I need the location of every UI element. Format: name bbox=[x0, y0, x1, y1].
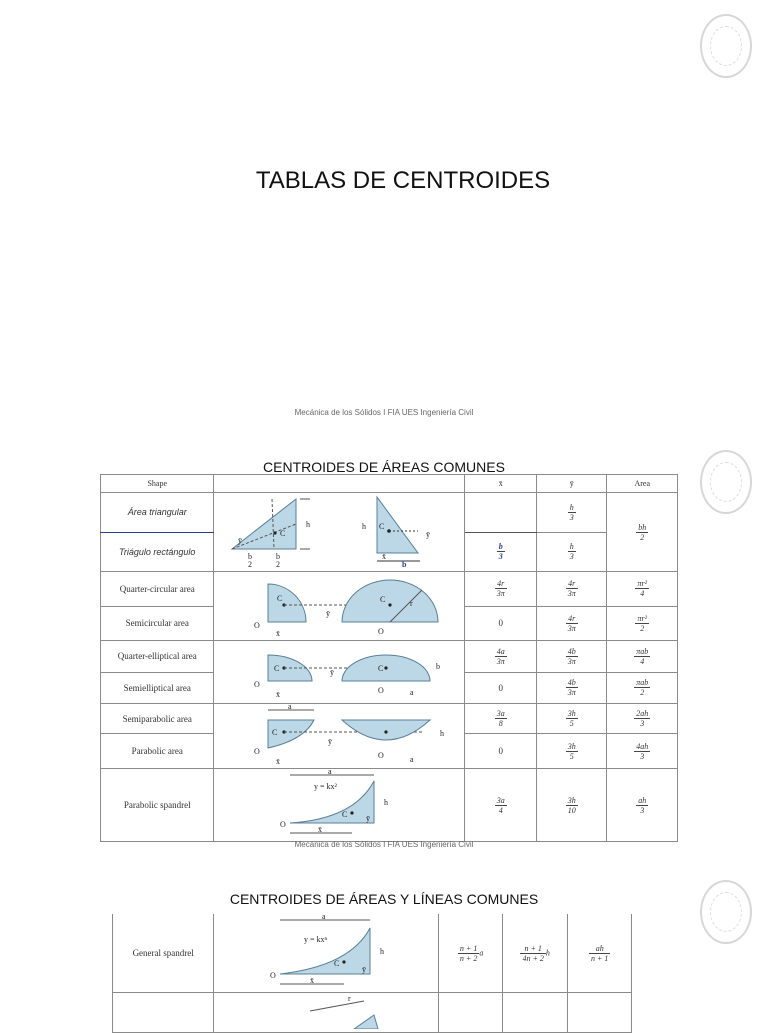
circle-diagram bbox=[214, 572, 465, 641]
label-ybar: ȳ bbox=[362, 965, 367, 974]
triangle-figure bbox=[214, 493, 464, 569]
row-name: General spandrel bbox=[113, 914, 214, 993]
area-cell: $\frac{ah}{n + 1}$ bbox=[568, 914, 632, 993]
label-b: b bbox=[436, 662, 441, 671]
area-cell: $\frac{\text{πr²}}{4}$ bbox=[607, 572, 678, 607]
xbar-cell: $\frac{b}{3}$ bbox=[465, 532, 536, 572]
label-O: O bbox=[270, 971, 277, 980]
table-row bbox=[101, 769, 678, 842]
label-ybar: ȳ bbox=[328, 737, 333, 746]
ybar-cell: $\frac{3h}{5}$ bbox=[536, 704, 607, 734]
label-eq: y = kx² bbox=[314, 782, 338, 791]
label-ybar: ȳ bbox=[238, 536, 243, 545]
label-b-right: b bbox=[402, 560, 407, 569]
table-row bbox=[101, 641, 678, 673]
label-C-semi: C bbox=[378, 664, 384, 673]
label-xbar-right: x̄ bbox=[382, 552, 387, 561]
ybar-cell: $\frac{n + 1}{4n + 2}$ h bbox=[502, 914, 568, 993]
table-row bbox=[113, 993, 632, 1033]
ybar-cell: $\frac{h}{3}$ bbox=[536, 493, 607, 533]
label-C: C bbox=[280, 529, 286, 538]
label-C: C bbox=[334, 959, 340, 968]
header-area: Area bbox=[607, 475, 678, 493]
label-r: r bbox=[348, 994, 352, 1003]
xbar-cell: $\frac{n + 1}{n + 2}$ a bbox=[439, 914, 503, 993]
label-O: O bbox=[254, 747, 261, 756]
xbar-cell: 0 bbox=[465, 606, 536, 641]
label-xbar: x̄ bbox=[276, 629, 281, 638]
row-name: Parabolic spandrel bbox=[101, 769, 214, 842]
spandrel-figure bbox=[214, 769, 464, 839]
ybar-cell: $\frac{4r}{3\pi}$ bbox=[536, 572, 607, 607]
ybar-cell: $\frac{3h}{10}$ bbox=[536, 769, 607, 842]
xbar-cell bbox=[465, 493, 536, 533]
table-row bbox=[101, 493, 678, 533]
label-C: C bbox=[274, 664, 280, 673]
label-eq: y = kxⁿ bbox=[304, 935, 328, 944]
label-O-para: O bbox=[378, 751, 385, 760]
table-header-row bbox=[101, 475, 678, 493]
triangle-diagram bbox=[214, 493, 465, 572]
label-C: C bbox=[277, 594, 283, 603]
area-cell: $\frac{\text{πr²}}{2}$ bbox=[607, 606, 678, 641]
general-spandrel-diagram bbox=[214, 914, 439, 993]
university-seal-icon bbox=[700, 880, 752, 944]
ybar-cell: $\frac{4r}{3\pi}$ bbox=[536, 606, 607, 641]
label-two-1: 2 bbox=[248, 560, 253, 569]
label-ybar: ȳ bbox=[330, 668, 335, 677]
xbar-cell: $\frac{4a}{3\pi}$ bbox=[465, 641, 536, 673]
arc-diagram bbox=[214, 993, 439, 1033]
label-C-right: C bbox=[379, 522, 385, 531]
label-O-semi: O bbox=[378, 627, 385, 636]
label-a-top: a bbox=[288, 704, 293, 711]
area-cell: $\frac{\text{πab}}{4}$ bbox=[607, 641, 678, 673]
label-ybar: ȳ bbox=[366, 814, 371, 823]
label-O-semi: O bbox=[378, 686, 385, 695]
xbar-cell: $\frac{3a}{8}$ bbox=[465, 704, 536, 734]
label-a: a bbox=[322, 914, 326, 921]
label-O: O bbox=[280, 820, 287, 829]
slide-footer: Mecánica de los Sólidos I FIA UES Ingeniería Civil bbox=[294, 840, 474, 849]
slide-footer: Mecánica de los Sólidos I FIA UES Ingeniería Civil bbox=[294, 408, 474, 417]
label-xbar: x̄ bbox=[276, 690, 281, 699]
row-name: Quarter-elliptical area bbox=[101, 641, 214, 673]
parabola-diagram bbox=[214, 704, 465, 769]
xbar-cell: $\frac{4r}{3\pi}$ bbox=[465, 572, 536, 607]
row-name: Semielliptical area bbox=[101, 672, 214, 704]
slide-centroides-areas bbox=[0, 448, 768, 860]
header-shape: Shape bbox=[101, 475, 214, 493]
section-heading: CENTROIDES DE ÁREAS Y LÍNEAS COMUNES bbox=[229, 891, 539, 907]
ybar-cell: $\frac{4b}{3\pi}$ bbox=[536, 641, 607, 673]
area-cell: $\frac{ah}{3}$ bbox=[607, 769, 678, 842]
label-ybar: ȳ bbox=[326, 609, 331, 618]
ellipse-figure bbox=[214, 641, 464, 701]
label-O: O bbox=[254, 680, 261, 689]
area-cell: $\frac{\text{πab}}{2}$ bbox=[607, 672, 678, 704]
label-xbar: x̄ bbox=[276, 757, 281, 766]
area-cell: $\frac{4ah}{3}$ bbox=[607, 734, 678, 769]
row-name: Triágulo rectángulo bbox=[101, 532, 214, 572]
xbar-cell: 0 bbox=[465, 734, 536, 769]
label-r: r bbox=[410, 599, 414, 608]
header-ybar: ȳ bbox=[536, 475, 607, 493]
label-C: C bbox=[272, 728, 278, 737]
area-cell: $\frac{2ah}{3}$ bbox=[607, 704, 678, 734]
row-name: Parabolic area bbox=[101, 734, 214, 769]
circle-figure bbox=[214, 572, 464, 638]
label-C: C bbox=[342, 810, 348, 819]
label-xbar: x̄ bbox=[310, 976, 315, 985]
row-name bbox=[113, 993, 214, 1033]
row-name: Semicircular area bbox=[101, 606, 214, 641]
header-diagram bbox=[214, 475, 465, 493]
ellipse-diagram bbox=[214, 641, 465, 704]
label-h: h bbox=[306, 520, 311, 529]
label-xbar: x̄ bbox=[318, 825, 323, 834]
parabola-figure bbox=[214, 704, 464, 766]
xbar-cell: 0 bbox=[465, 672, 536, 704]
label-O: O bbox=[254, 621, 261, 630]
table-row bbox=[101, 704, 678, 734]
row-name: Quarter-circular area bbox=[101, 572, 214, 607]
centroid-table bbox=[100, 474, 678, 842]
header-xbar: x̄ bbox=[465, 475, 536, 493]
university-seal-icon bbox=[700, 14, 752, 78]
label-h: h bbox=[380, 947, 385, 956]
label-ybar-right: ȳ bbox=[426, 530, 431, 539]
ybar-cell: $\frac{h}{3}$ bbox=[536, 532, 607, 572]
label-a: a bbox=[410, 755, 415, 764]
slide-title bbox=[0, 0, 768, 424]
table-row bbox=[113, 914, 632, 993]
centroid-table-2 bbox=[112, 914, 632, 1033]
label-C-semi: C bbox=[380, 595, 386, 604]
area-cell: $\frac{bh}{2}$ bbox=[607, 493, 678, 572]
spandrel-diagram bbox=[214, 769, 465, 842]
ybar-cell: $\frac{4b}{3\pi}$ bbox=[536, 672, 607, 704]
label-h-right: h bbox=[362, 522, 367, 531]
label-b-half-2: b bbox=[276, 552, 281, 561]
section-heading: CENTROIDES DE ÁREAS COMUNES bbox=[263, 459, 505, 475]
label-a: a bbox=[410, 688, 415, 697]
label-b-half-1: b bbox=[248, 552, 253, 561]
ybar-cell: $\frac{3h}{5}$ bbox=[536, 734, 607, 769]
xbar-cell: $\frac{3a}{4}$ bbox=[465, 769, 536, 842]
label-h: h bbox=[440, 729, 445, 738]
page-title: TABLAS DE CENTROIDES bbox=[255, 167, 551, 194]
general-spandrel-figure bbox=[214, 914, 438, 990]
row-name: Área triangular bbox=[101, 493, 214, 533]
slide-centroides-lineas bbox=[0, 870, 768, 1024]
label-a: a bbox=[328, 769, 333, 776]
label-h: h bbox=[384, 798, 389, 807]
row-name: Semiparabolic area bbox=[101, 704, 214, 734]
table-row bbox=[101, 572, 678, 607]
label-two-2: 2 bbox=[276, 560, 281, 569]
